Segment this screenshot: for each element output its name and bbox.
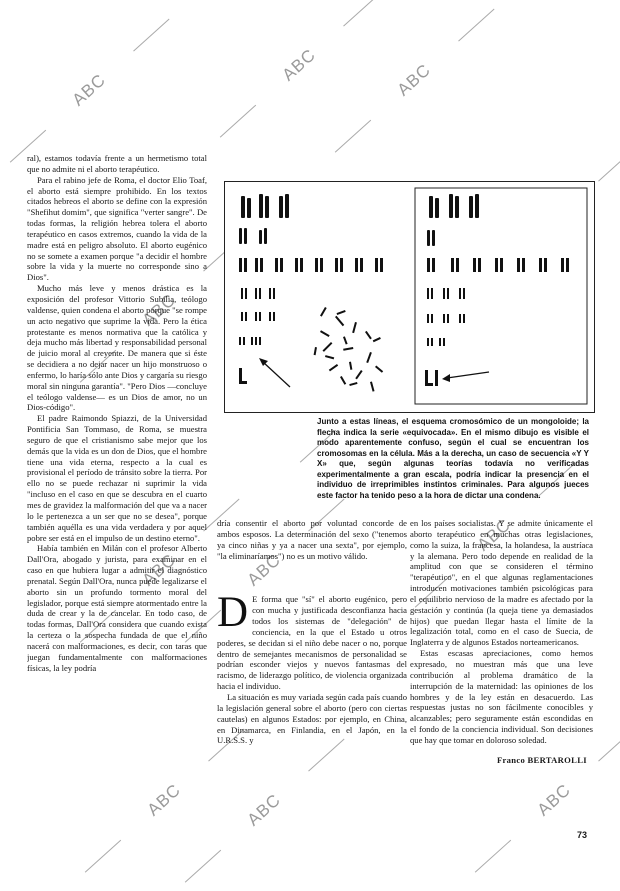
chromosome-figure <box>224 181 595 413</box>
abc-watermark: ABC <box>217 766 313 856</box>
abc-watermark: ABC <box>117 756 213 846</box>
abc-watermark: ABC <box>252 21 348 111</box>
abc-watermark: ABC <box>112 526 208 616</box>
paragraph: Mucho más leve y menos drástica es la exposición del profesor Vittorio Subilia, teólogo valdense, quien condena el aborto porque "se rompe un acto negativo que suprime la vida. Pero la ética protestante es menos normativa que la católica y deja mucho más libertad y responsabilidad personal de juicio moral al creyente. De manera que si éste se decidiera a no dejar nacer un hijo monstruoso o enfermo, lo haría sólo ante Dios y cargaría su riesgo moral sin ninguna garantía". "Pero Dios —concluye el teólogo valdense— es un Dios de amor, no un Dios-código". <box>27 283 207 413</box>
abc-watermark: ABC <box>367 36 463 126</box>
article-column-3 <box>410 518 593 752</box>
article-column-1 <box>27 153 207 863</box>
abc-watermark: ABC <box>217 526 313 616</box>
abc-watermark: ABC <box>112 266 208 356</box>
paragraph: en los países socialistas. Y se admite únicamente el aborto terapéutico en muchas otras legislaciones, como la suiza, la francesa, la holandesa, la austríaca y la alemana. Pero todo depende en realidad de la amplitud con que se consideren el término "terapéutico", en el que algunas reglamentaciones introducen motivaciones también psicológicas para el equilibrio nervioso de la madre es afectado por la gestación y continúa (la queja tiene ya demasiados hijos) que puedan llegar hasta el límite de la legalización total, como en el caso de Suecia, de Inglaterra y de algunos Estados norteamericanos. <box>410 518 593 648</box>
abc-watermark: ABC <box>42 46 138 136</box>
paragraph: Había también en Milán con el profesor Alberto Dall'Ora, abogado y jurista, para examinar en el caso en que hubiera lugar a admitir el diagnóstico prenatal. Según Dall'Ora, nunca puede legalizarse el aborto sin un profundo tormento moral del legislador, porque está siempre atormentado entre la duda de crear y la de cancelar. En todo caso, de todas formas, Dall'Ora considera que cuando exista la certeza o la sospecha fundada de que el niño nacerá con malformaciones, es decir, con taras que juegan fundamentalmente con malformaciones físicas, la ley podría <box>27 543 207 673</box>
paragraph-text: E forma que "sí" el aborto eugénico, pero con mucha y justificada desconfianza hacia todos los sistemas de "delegación" de conciencia, en la que el Estado u otros poderes, se decidan si el niño debe nacer o no, porque dentro de semejantes mecanismos de personalidad se podrían esconder viejos y nuevos fantasmas del racismo, de liderazgo político, de violencia organizada hacia el individuo. <box>217 594 407 692</box>
paragraph: dría consentir el aborto por voluntad concorde de ambos esposos. La determinación del sexo ("tenemos ya cinco niñas y ya a nacer una sexta", por ejemplo, "la eliminaríamos") no es un motivo válido. <box>217 518 407 561</box>
abc-watermark: ABC <box>507 756 603 846</box>
paragraph <box>217 589 407 692</box>
paragraph: La situación es muy variada según cada país cuando la legislación general sobre el aborto (pero con ciertas cautelas) en algunos Estados: por ejemplo, en China, en Dinamarca, en Finlandia, en el Japón, en la U.R.S.S. y <box>217 691 407 746</box>
article-column-2 <box>217 518 407 848</box>
author-signature: Franco BERTAROLLI <box>497 755 587 765</box>
paragraph: Para el rabino jefe de Roma, el doctor Elio Toaf, el aborto está siempre prohibido. En los textos citados hebreos el aborto se define con la expresión "Shefihut domim", que significa "verter sangre". De todas formas, la religión hebrea tolera el aborto terapéutico en casos extremos, cuando la vida de la madre está en peligro absoluto. El aborto eugénico no se somete a examen porque "a decidir el hombre sobre la vida y la muerte no corresponde sino a Dios". <box>27 174 207 283</box>
page-number: 73 <box>577 830 588 840</box>
dropcap: D <box>217 589 249 637</box>
paragraph: ral), estamos todavía frente a un hermetismo total que no admite ni el aborto terapéutico. <box>27 153 207 174</box>
paragraph: El padre Raimondo Spiazzi, de la Universidad Pontificia San Tommaso, de Roma, se muestra seguro de que el cristianismo sabe mejor que los demás que la vida es un don de Dios, que el hombre tiene una vida eterna, respecto a la cual es provisional el período de tránsito sobre la tierra. Por ello no se puede rechazar ni suprimir la vida "incluso en el caso en que se descubra en el cuarto mes de gravidez la malformación del que va a nacer lo le pertenezca a un ser que no se desea", porque también aquélla es una vida verdadera y por aquel pobre ser está en el impulso de un destino eterno". <box>27 413 207 543</box>
abc-watermark: ABC <box>447 491 543 581</box>
figure-caption: Junto a estas líneas, el esquema cromosómico de un mongoloide; la flecha indica la serie «equivocada». En el mismo dibujo es visible el modo aparentemente confuso, según el cual se encuentran los cromosomas en la célula. Más a la derecha, un caso de secuencia «Y Y X» que, según algunas teorías todavía no verificadas experimentalmente a gran escala, podría indicar la presencia en el individuo de irreprimibles instintos criminales. Para algunos jueces este factor ha tenido peso a la hora de dictar una condena. <box>317 417 589 500</box>
karyotype-yyx-diagram <box>411 182 593 410</box>
karyotype-mongoloid-diagram <box>225 182 409 410</box>
paragraph: Estas escasas apreciaciones, como hemos expresado, no muestran más que una leve contribución al problema dramático de la interrupción de la maternidad: las opiniones de los hombres y de la ley están en desacuerdo. Las respuestas justas no son fácilmente conocibles y alcanzables; pero seguramente están escondidas en el fondo de la conciencia individual. Son decisiones que hay que tomar en doloroso soledad. <box>410 648 593 745</box>
